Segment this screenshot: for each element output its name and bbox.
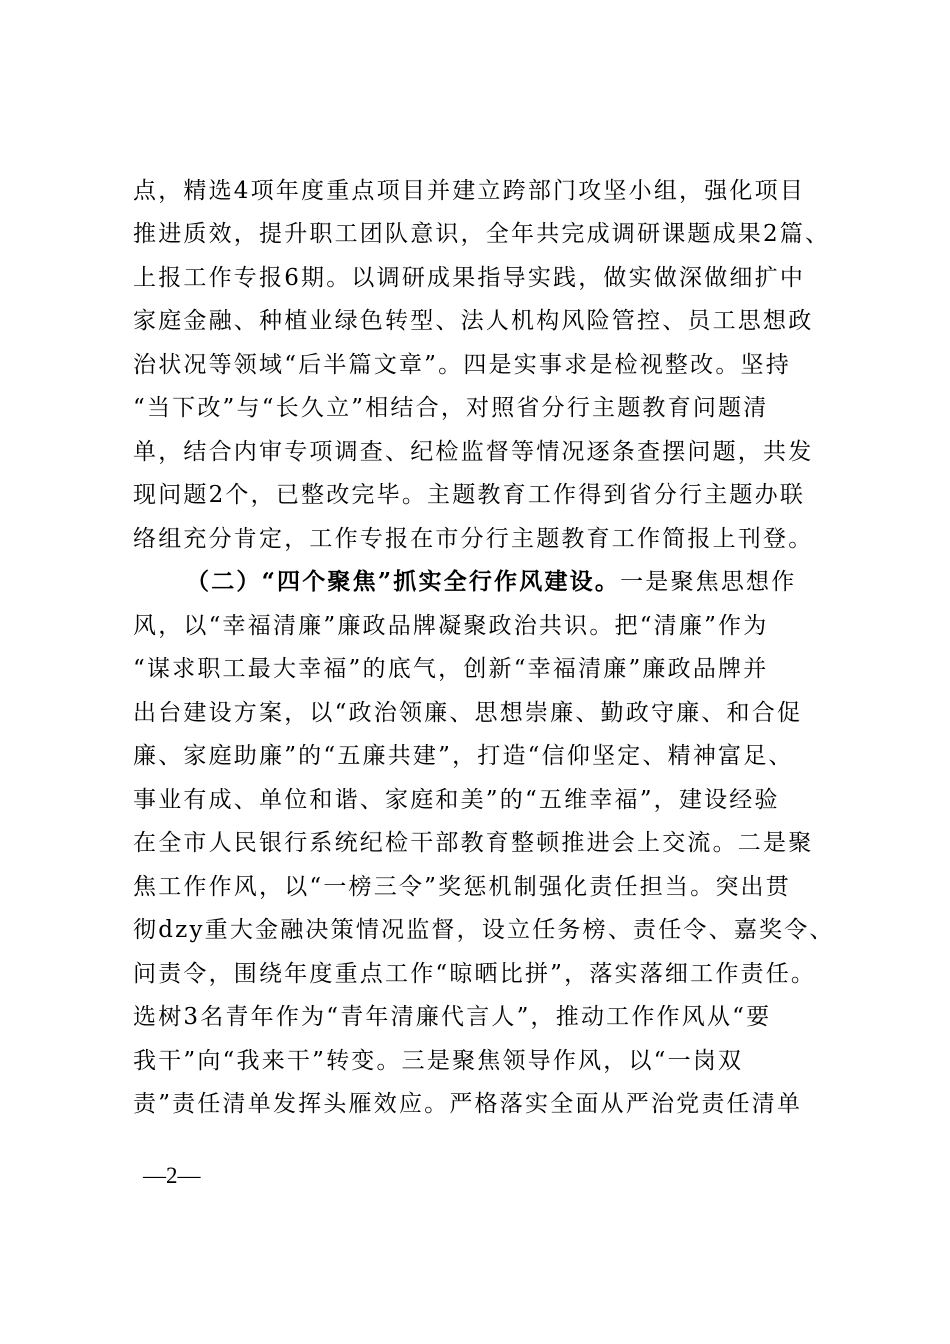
section-heading-line bbox=[186, 567, 796, 597]
paragraph-line: 我干”向“我来干”转变。三是聚焦领导作风，以“一岗双 bbox=[133, 1048, 744, 1074]
paragraph-line: 事业有成、单位和谐、家庭和美”的“五维幸福”，建设经验 bbox=[133, 787, 780, 813]
paragraph-line: 络组充分肯定，工作专报在市分行主题教育工作简报上刊登。 bbox=[133, 526, 814, 552]
paragraph-line: 在全市人民银行系统纪检干部教育整顿推进会上交流。二是聚 bbox=[133, 830, 814, 856]
paragraph-line: “谋求职工最大幸福”的底气，创新“幸福清廉”廉政品牌并 bbox=[133, 656, 769, 682]
paragraph-line: 出台建设方案，以“政治领廉、思想崇廉、勤政守廉、和合促 bbox=[133, 700, 803, 726]
paragraph-line: 上报工作专报6期。以调研成果指导实践，做实做深做细扩中 bbox=[133, 265, 806, 291]
paragraph-line: 家庭金融、种植业绿色转型、法人机构风险管控、员工思想政 bbox=[133, 308, 814, 334]
paragraph-line: 治状况等领域“后半篇文章”。四是实事求是检视整改。坚持 bbox=[133, 352, 791, 378]
paragraph-line: 责”责任清单发挥头雁效应。严格落实全面从严治党责任清单 bbox=[133, 1091, 803, 1117]
paragraph-line: 点，精选4项年度重点项目并建立跨部门攻坚小组，强化项目 bbox=[133, 178, 806, 204]
paragraph-line: 问责令，围绕年度重点工作“晾晒比拼”，落实落细工作责任。 bbox=[133, 961, 817, 987]
paragraph-line: 风，以“幸福清廉”廉政品牌凝聚政治共识。把“清廉”作为 bbox=[133, 613, 769, 639]
section-heading-rest: 一是聚焦思想作 bbox=[620, 569, 797, 595]
paragraph-line: 推进质效，提升职工团队意识，全年共完成调研课题成果2篇、 bbox=[133, 221, 831, 247]
section-heading: （二）“四个聚焦”抓实全行作风建设。 bbox=[186, 568, 621, 595]
paragraph-line: 廉、家庭助廉”的“五廉共建”，打造“信仰坚定、精神富足、 bbox=[133, 743, 794, 769]
paragraph-line: 焦工作作风，以“一榜三令”奖惩机制强化责任担当。突出贯 bbox=[133, 874, 791, 900]
paragraph-line: 彻dzy重大金融决策情况监督，设立任务榜、责任令、嘉奖令、 bbox=[133, 917, 835, 943]
paragraph-line: “当下改”与“长久立”相结合，对照省分行主题教育问题清 bbox=[133, 395, 769, 421]
paragraph-line: 单，结合内审专项调查、纪检监督等情况逐条查摆问题，共发 bbox=[133, 439, 814, 465]
page-number: —2— bbox=[143, 1163, 201, 1188]
paragraph-line: 选树3名青年作为“青年清廉代言人”，推动工作作风从“要 bbox=[133, 1004, 772, 1030]
paragraph-line: 现问题2个，已整改完毕。主题教育工作得到省分行主题办联 bbox=[133, 482, 806, 508]
